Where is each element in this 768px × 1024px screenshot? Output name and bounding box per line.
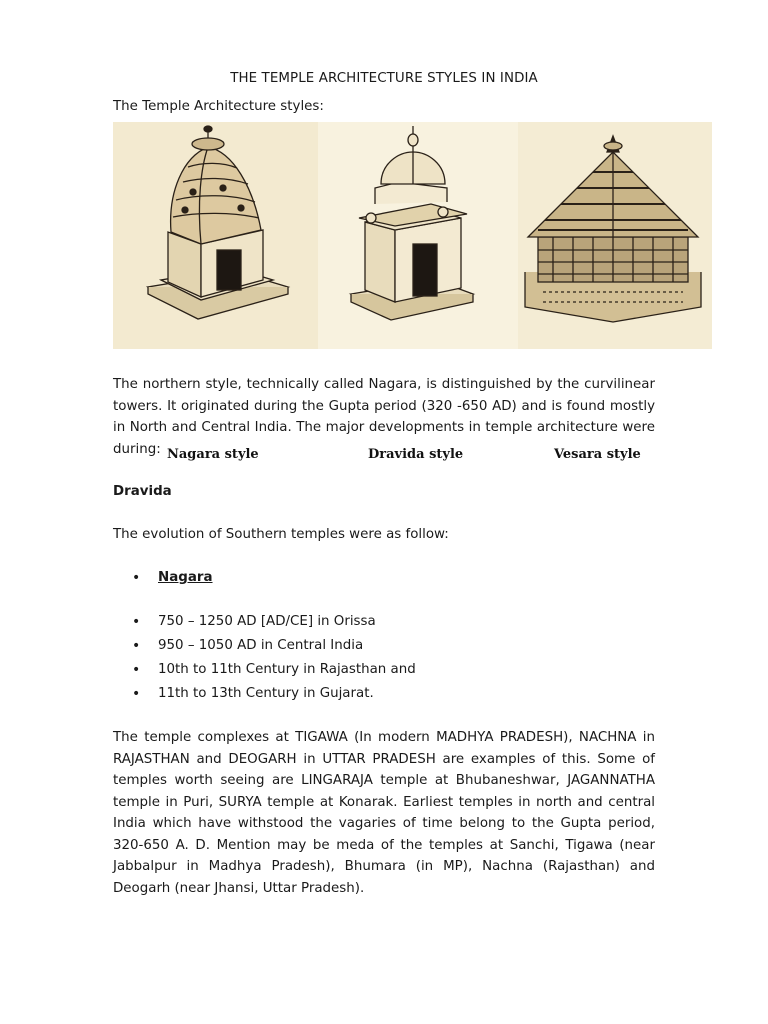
southern-evolution-line: The evolution of Southern temples were as follow: [113,527,449,542]
page-title: THE TEMPLE ARCHITECTURE STYLES IN INDIA [230,71,538,86]
intro-line: The Temple Architecture styles: [113,99,324,114]
heading-dravida: Dravida [113,484,172,499]
list-item: • 11th to 13th Century in Gujarat. [113,682,416,706]
paragraph-temple-complexes: The temple complexes at TIGAWA (In modern MADHYA PRADESH), NACHNA in RAJASTHAN and DEOGARH in UTTAR PRADESH are examples of this. Some of temples worth seeing are LINGARAJA temple at Bhubaneshwar, JAGANNATHA temple in Puri, SURYA temple at Konarak. Earliest temples in north and central India which have withstood the vagaries of time belong to the Gupta period, 320-650 A. D. Mention may be meda of the temples at Sanchi, Tigawa (near Jabbalpur in Madhya Pradesh), Bhumara (in MP), Nachna (Rajasthan) and Deogarh (near Jhansi, Uttar Pradesh). [113,730,655,896]
dravida-caption: Dravida style [368,447,464,462]
vesara-caption: Vesara style [554,447,641,462]
list-item: • 950 – 1050 AD in Central India [113,634,416,658]
list-item: • 10th to 11th Century in Rajasthan and [113,658,416,682]
paragraph-nagara-intro: The northern style, technically called Nagara, is distinguished by the curvilinear towers. It originated during the Gupta period (320 -650 AD) and is found mostly in North and Central India. The major developments in temple architecture were during: [113,377,655,457]
bullet-heading-nagara: Nagara [158,570,213,585]
list-item [113,566,213,590]
period-bullet-list [113,610,416,706]
nagara-caption: Nagara style [167,447,259,462]
list-item: • 750 – 1250 AD [AD/CE] in Orissa [113,610,416,634]
temple-illustrations [113,122,712,349]
bullet-heading-list [113,566,213,590]
